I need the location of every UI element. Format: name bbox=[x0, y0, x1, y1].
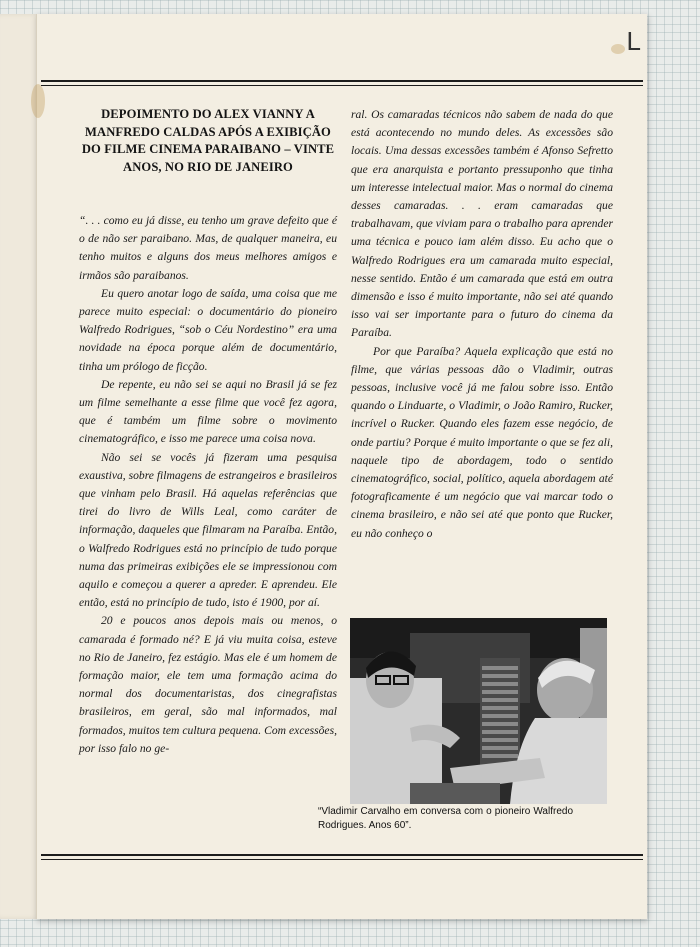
article-heading: DEPOIMENTO DO ALEX VIANNY A MANFREDO CALDAS APÓS A EXIBIÇÃO DO FILME CINEMA PARAIBANO – VINTE ANOS, NO RIO DE JANEIRO bbox=[81, 107, 335, 174]
document-page bbox=[36, 14, 647, 919]
article-paragraph: Eu quero anotar logo de saída, uma coisa que me parece muito especial: o documentário do pioneiro Walfredo Rodrigues, “sob o Céu Nordestino” era uma novidade na época porque além de documentário, tinha um prólogo de ficção. bbox=[79, 286, 337, 373]
page-marker: L bbox=[626, 26, 641, 56]
top-double-rule bbox=[41, 80, 643, 86]
article-paragraph: Por que Paraíba? Aquela explicação que está no filme, que várias pessoas dão o Vladimir, outras pessoas, inclusive você já me falou sobre isso. Então quando o Linduarte, o Vladimir, o João Ramiro, Rucker, incrível o Rucker. Quando eles fazem esse negócio, de onde partiu? Porque é muito importante o que se fez ali, naquele tipo de abordagem, todo o sentido cinematográfico, social, político, aquela abordagem até fotograficamente é um negócio que vai marcar todo o cinema brasileiro, e não sei até que ponto que Rucker, eu não conheço o bbox=[351, 344, 614, 540]
article-paragraph: De repente, eu não sei se aqui no Brasil já se fez um filme semelhante a esse filme que você fez agora, que é também um filme sobre o movimento cinematográfico, e isso me parece uma coisa nova. bbox=[79, 377, 337, 446]
paper-stain bbox=[31, 84, 45, 118]
right-column bbox=[351, 106, 613, 543]
article-paragraph: “. . . como eu já disse, eu tenho um grave defeito que é o de não ser paraibano. Mas, de qualquer maneira, eu tenho muitos e alguns dos meus melhores amigos e irmãos são paraibanos. bbox=[79, 214, 337, 282]
left-column bbox=[79, 106, 337, 758]
paper-stain bbox=[611, 44, 625, 54]
archival-photo bbox=[350, 618, 607, 804]
article-paragraph: ral. Os camaradas técnicos não sabem de nada do que está acontecendo no mundo deles. As excessões são locais. Uma dessas excessões também é Afonso Sefretto que era anarquista e portanto pressuponho que tinha um interesse intelectual maior. Mas o normal do cinema desses camaradas. . . eram camaradas que trabalhavam, que viviam para o trabalho para aprender uma técnica e pouco iam além disso. Eu acho que o Walfredo Rodrigues era um camarada muito especial, nesse sentido. Então é um camarada que está em outra dimensão e isso é muito importante, não sei até quando isso vai ser importante para o futuro do cinema da Paraíba. bbox=[351, 108, 613, 340]
article-paragraph: Não sei se vocês já fizeram uma pesquisa exaustiva, sobre filmagens de estrangeiros e brasileiros que vinham pelo Brasil. Há aquelas referências que tirei do livro de Wills Leal, como caráter de informação, daqueles que filmaram na Paraíba. Então, o Walfredo Rodrigues está no princípio de tudo porque numa das primeiras exibições ele se impressionou com aquilo e começou a querer a apreder. E aprendeu. Ele então, está no princípio de tudo, isto é 1900, por aí. bbox=[79, 450, 337, 610]
article-paragraph: 20 e poucos anos depois mais ou menos, o camarada é formado né? E já viu muita coisa, esteve no Rio de Janeiro, fez estágio. Mas ele é um homem de formação maior, ele tem uma formação acima do normal dos documentaristas, dos cinegrafistas brasileiros, em geral, são mal informados, mal formados, muitos tem cultura pequena. Com excessões, por isso falo no ge- bbox=[79, 614, 337, 755]
bottom-double-rule bbox=[41, 854, 643, 860]
photo-caption: “Vladimir Carvalho em conversa com o pioneiro Walfredo Rodrigues. Anos 60”. bbox=[318, 806, 573, 831]
photo-illustration bbox=[350, 618, 607, 804]
